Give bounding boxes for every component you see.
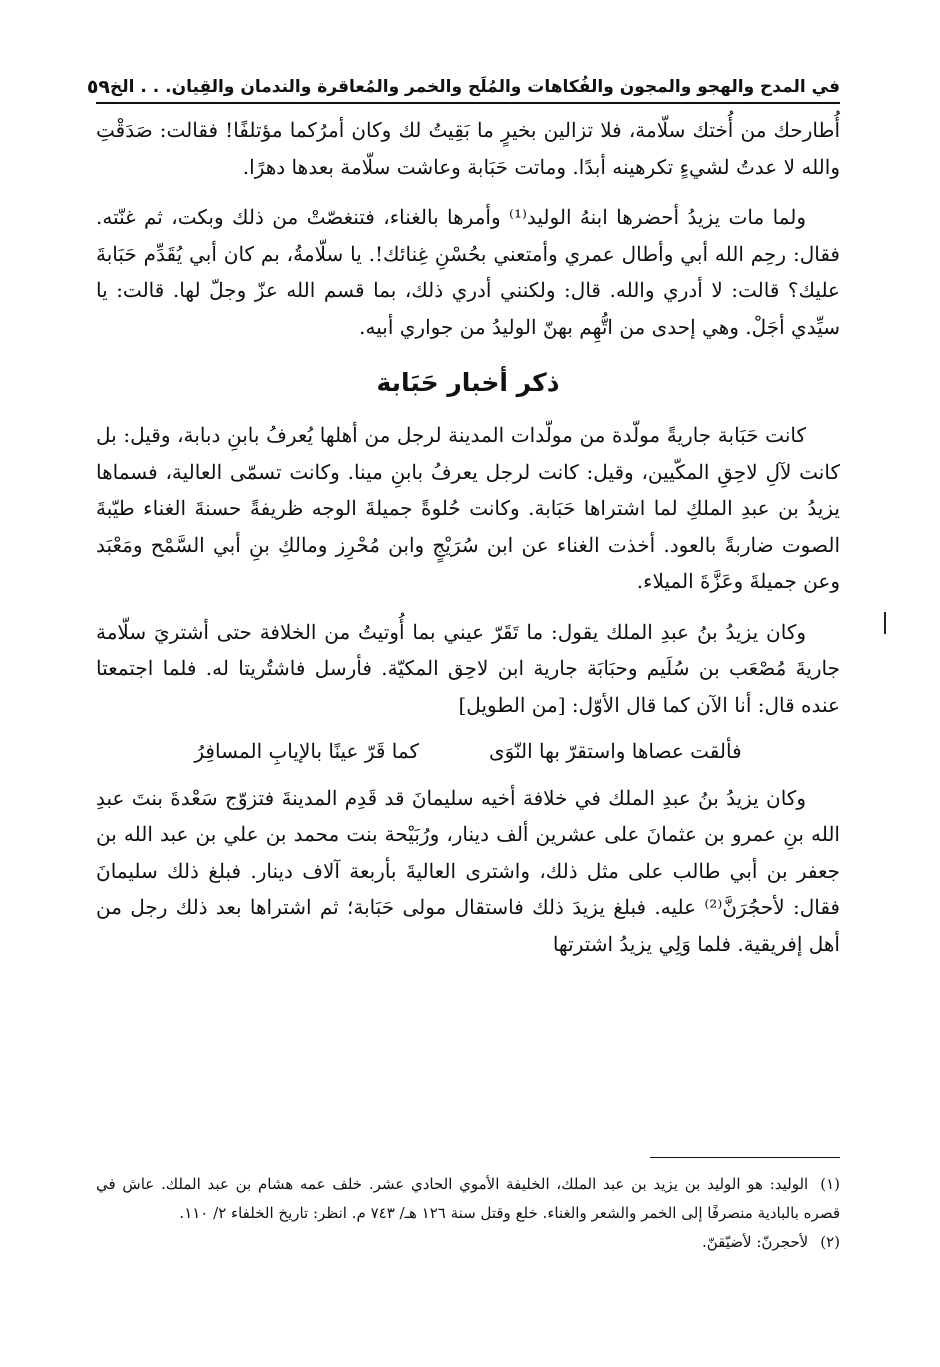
section-heading: ذكر أخبار حَبَابة (376, 368, 560, 397)
section-paragraph-1: كانت حَبَابة جاريةً مولّدة من مولّدات المدينة لرجل من أهلها يُعرفُ بابنِ دبابة، وقيل: بل كانت لآلِ لاحِقِ المكّيين، وقيل: كانت لرجل يعرفُ بابنِ مينا. وكانت تسمّى العالية، فسماها يزيدُ بن عبدِ الملكِ لما اشتراها حَبَابة. وكانت حُلوةً جميلةَ الوجه ظريفةً حسنةَ الغناء طيّبةَ الصوت ضاربةً بالعود. أخذت الغناء عن ابن سُرَيْجٍ وابن مُحْرِز ومالكِ بنِ أبي السَّمْح ومَعْبَد وعن جميلةَ وعَزَّةَ الميلاء. (96, 423, 840, 593)
footnote-rule (650, 1157, 840, 1158)
verse-second-hemistich: كما قَرّ عينًا بالإيابِ المسافِرُ (194, 739, 419, 763)
verse-first-hemistich: فألقت عصاها واستقرّ بها النّوَى (488, 739, 742, 763)
footnote-2-number: (٢) (820, 1233, 840, 1251)
running-header (86, 62, 840, 98)
main-text (96, 112, 840, 962)
footnote-2 (96, 1228, 840, 1257)
paragraph-1: أُطارحك من أُختك سلّامة، فلا تزالين بخيرٍ ما بَقِيتُ لك وكان أمرُكما مؤتلفًا! فقالت: صَدَقْتِ والله لا عدتُ لشيءٍ تكرهينه أبدًا. وماتت حَبَابة وعاشت سلّامة بعدها دهرًا. (96, 118, 840, 179)
footnote-2-text: لأحجرنّ: لأضيّقنّ. (702, 1233, 809, 1251)
header-rule (96, 102, 840, 104)
section-paragraph-2: وكان يزيدُ بنُ عبدِ الملك يقول: ما تَقَرّ عيني بما أُوتيتُ من الخلافة حتى أشتريَ سلّامة جاريةَ مُصْعَب بن سُلَيم وحبَابَة جارية ابن لاحِق المكيّة. فأرسل فاشتُريتا له. فلما اجتمعتا عنده قال: أنا الآن كما قال الأوّل: [من الطويل] (96, 619, 840, 717)
paragraph-2: ولما مات يزيدُ أحضرها ابنهُ الوليد⁽¹⁾ وأمرها بالغناء، فتنغصّتْ من ذلك وبكت، ثم غنّته. فقال: رحِم الله أبي وأطال عمري وأمتعني بحُسْنِ غِنائك!. يا سلّامةُ، بم كان أبي يُقَدِّم حَبَابةَ عليك؟ قالت: لا أدري والله. قال: ولكنني أدري ذلك، بما قسم الله عزّ وجلّ لها. قالت: يا سيِّدي أجَلْ. وهي إحدى من اتُّهِم بهنّ الوليدُ من جواري أبيه. (96, 205, 840, 339)
footnote-1-text: الوليد: هو الوليد بن يزيد بن عبد الملك، الخليفة الأموي الحادي عشر. خلف عمه هشام بن عبد الملك. عاش في قصره بالبادية منصرفًا إلى الخمر والشعر والغناء. خلع وقتل سنة ١٢٦ هـ/ ٧٤٣ م. انظر: تاريخ الخلفاء ٢/ ١١٠. (96, 1175, 840, 1222)
closing-paragraph: وكان يزيدُ بنُ عبدِ الملك في خلافة أخيه سليمانَ قد قَدِم المدينةَ فتزوّج سَعْدةَ بنتَ عبدِ الله بنِ عمرو بن عثمانَ على عشرين ألف دينار، ورُبَيْحة بنت محمد بن علي بن عبد الله بن جعفر بن أبي طالب على مثل ذلك، واشترى العاليةَ بأربعة آلاف دينار. فبلغ ذلك سليمانَ فقال: لأحجُرَنَّ⁽²⁾ عليه. فبلغ يزيدَ ذلك فاستقال مولى حَبَابة؛ ثم اشتراها بعد ذلك رجل من أهل إفريقية. فلما وَلِي يزيدُ اشترتها (96, 785, 840, 956)
footnote-1-number: (١) (820, 1175, 840, 1193)
page-number: ٥٩ (86, 76, 111, 98)
margin-mark (884, 612, 886, 634)
running-header-title: في المدح والهجو والمجون والفُكاهات والمُلَح والخمر والمُعاقرة والندمان والقِيان. . . الخ (110, 77, 840, 97)
poetry-verse (96, 733, 840, 770)
footnotes (96, 1170, 840, 1257)
footnote-1 (96, 1170, 840, 1228)
paragraph-spacer (96, 185, 840, 199)
paragraph-spacer (96, 600, 840, 614)
